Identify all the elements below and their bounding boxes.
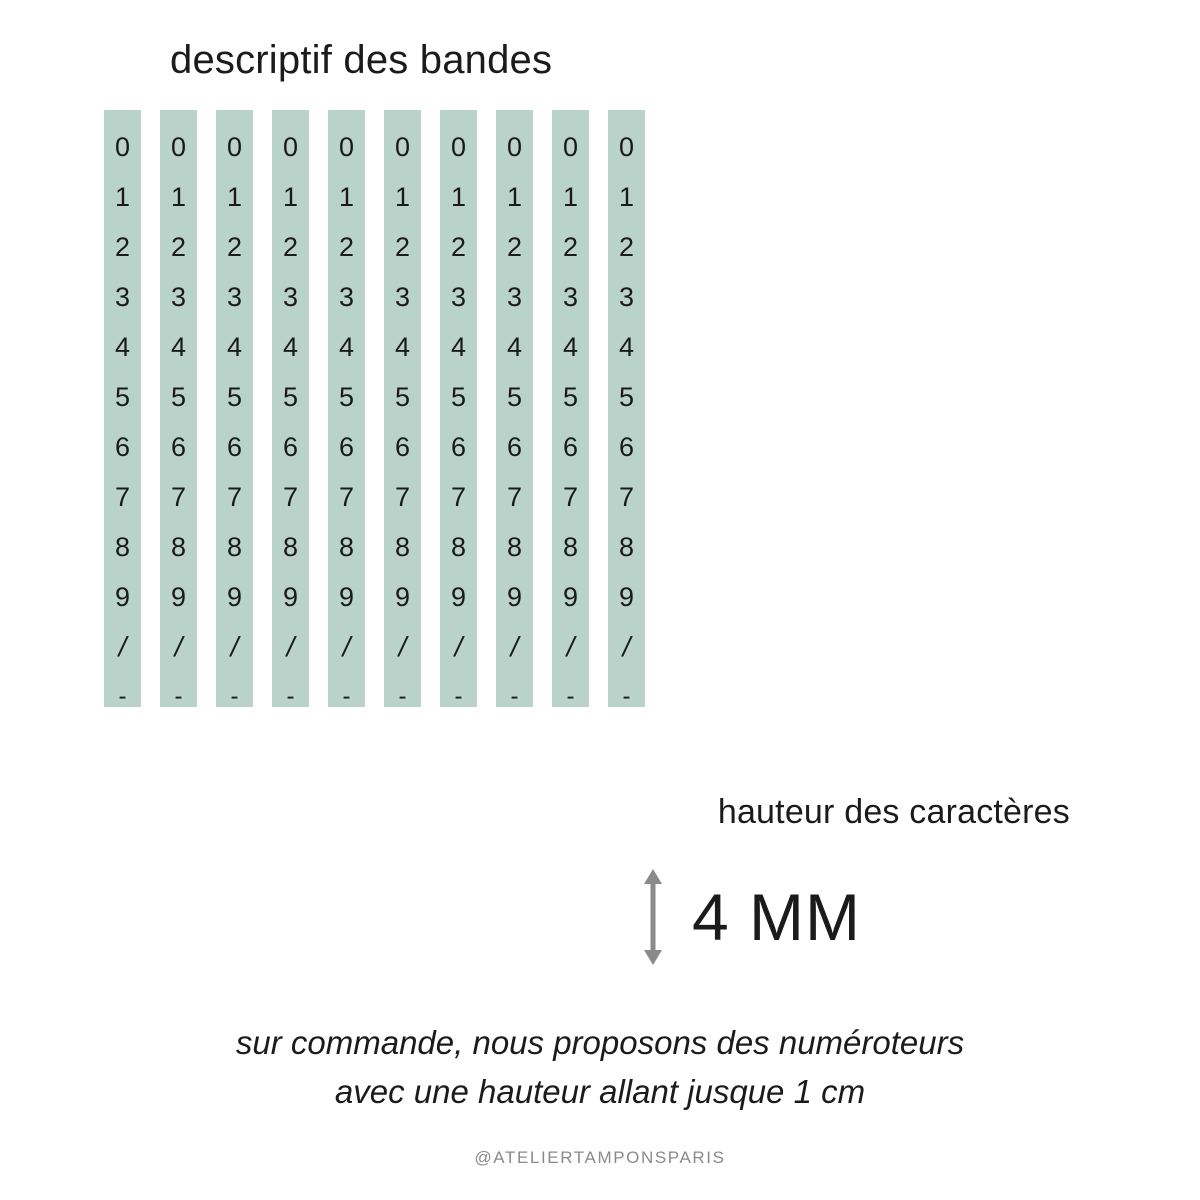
band-char: -: [286, 683, 295, 710]
band-char: 2: [450, 232, 467, 262]
band-char: -: [622, 683, 631, 710]
band-char: 0: [114, 132, 131, 162]
band-char: 0: [394, 132, 411, 162]
band-strip: [104, 110, 141, 710]
band-char: 3: [282, 282, 299, 312]
band-char: 0: [170, 132, 187, 162]
band-char: 5: [114, 382, 131, 412]
band-char: 8: [394, 532, 411, 562]
band-char: 9: [618, 582, 635, 612]
band-char: 3: [114, 282, 131, 312]
band-char: 8: [114, 532, 131, 562]
band-char: 3: [450, 282, 467, 312]
band-char: -: [566, 683, 575, 710]
band-char: 3: [618, 282, 635, 312]
band-char: 3: [562, 282, 579, 312]
band-char: 8: [170, 532, 187, 562]
band-char: 3: [338, 282, 355, 312]
band-char: 0: [506, 132, 523, 162]
band-char: 5: [394, 382, 411, 412]
bands-group: [104, 110, 645, 710]
band-char: 3: [170, 282, 187, 312]
band-char: /: [622, 631, 631, 662]
band-char: 7: [506, 482, 523, 512]
band-char: 9: [282, 582, 299, 612]
band-char: /: [286, 631, 295, 662]
band-char: /: [174, 631, 183, 662]
band-char: 6: [618, 432, 635, 462]
band-char: 9: [226, 582, 243, 612]
band-char: 3: [394, 282, 411, 312]
band-char: 8: [226, 532, 243, 562]
band-char: /: [118, 631, 127, 662]
band-char: 7: [226, 482, 243, 512]
band-char: 2: [562, 232, 579, 262]
band-char: -: [174, 683, 183, 710]
band-char: 6: [114, 432, 131, 462]
band-char: 3: [506, 282, 523, 312]
band-char: 8: [450, 532, 467, 562]
double-arrow-vertical-icon: [640, 869, 666, 965]
band-char: 7: [282, 482, 299, 512]
band-char: 7: [170, 482, 187, 512]
band-char: 5: [338, 382, 355, 412]
band-char: -: [510, 683, 519, 710]
band-strip: [328, 110, 365, 710]
band-char: 7: [114, 482, 131, 512]
band-char: 9: [394, 582, 411, 612]
band-strip: [552, 110, 589, 710]
band-char: 9: [506, 582, 523, 612]
band-char: 5: [450, 382, 467, 412]
band-char: 2: [170, 232, 187, 262]
band-char: 5: [226, 382, 243, 412]
band-char: 6: [338, 432, 355, 462]
band-char: 4: [450, 332, 467, 362]
band-char: 4: [618, 332, 635, 362]
band-char: 6: [226, 432, 243, 462]
band-char: -: [118, 683, 127, 710]
custom-order-note-line2: avec une hauteur allant jusque 1 cm: [334, 1073, 866, 1110]
band-char: 1: [282, 182, 299, 212]
band-char: 4: [506, 332, 523, 362]
band-char: 8: [618, 532, 635, 562]
band-char: 8: [282, 532, 299, 562]
band-char: 5: [618, 382, 635, 412]
band-char: 2: [226, 232, 243, 262]
band-char: -: [342, 683, 351, 710]
band-char: 1: [618, 182, 635, 212]
band-char: 0: [562, 132, 579, 162]
band-char: 1: [506, 182, 523, 212]
band-strip: [440, 110, 477, 710]
band-char: 4: [226, 332, 243, 362]
band-strip: [216, 110, 253, 710]
band-strip: [608, 110, 645, 710]
band-char: 7: [450, 482, 467, 512]
band-char: 7: [562, 482, 579, 512]
band-char: -: [230, 683, 239, 710]
band-char: -: [398, 683, 407, 710]
band-char: 4: [338, 332, 355, 362]
band-char: /: [230, 631, 239, 662]
social-handle: @ATELIERTAMPONSPARIS: [474, 1148, 726, 1167]
band-char: 3: [226, 282, 243, 312]
band-char: 6: [394, 432, 411, 462]
band-strip: [160, 110, 197, 710]
character-height-group: [640, 862, 960, 972]
band-char: 5: [506, 382, 523, 412]
band-char: 8: [338, 532, 355, 562]
band-char: 0: [618, 132, 635, 162]
band-char: 4: [114, 332, 131, 362]
band-char: 8: [562, 532, 579, 562]
band-char: 1: [114, 182, 131, 212]
band-char: 1: [338, 182, 355, 212]
band-strip: [384, 110, 421, 710]
custom-order-note-line1: sur commande, nous proposons des numéroteurs: [235, 1024, 965, 1061]
band-char: 9: [338, 582, 355, 612]
band-char: 2: [506, 232, 523, 262]
band-char: 0: [338, 132, 355, 162]
band-char: 4: [394, 332, 411, 362]
band-char: 1: [562, 182, 579, 212]
character-height-value: 4 MM: [692, 880, 861, 954]
band-char: 0: [282, 132, 299, 162]
band-char: 7: [394, 482, 411, 512]
band-char: 7: [338, 482, 355, 512]
band-strip: [272, 110, 309, 710]
band-char: -: [454, 683, 463, 710]
band-char: 9: [114, 582, 131, 612]
page-title: descriptif des bandes: [170, 38, 553, 82]
custom-order-note: [0, 1018, 1200, 1116]
band-char: 4: [170, 332, 187, 362]
band-char: 5: [170, 382, 187, 412]
band-char: /: [454, 631, 463, 662]
character-height-label: hauteur des caractères: [717, 793, 1070, 831]
band-char: 6: [506, 432, 523, 462]
band-char: 1: [226, 182, 243, 212]
band-char: /: [398, 631, 407, 662]
band-char: 2: [114, 232, 131, 262]
band-char: 9: [562, 582, 579, 612]
band-char: 2: [618, 232, 635, 262]
band-char: 4: [282, 332, 299, 362]
band-char: 1: [394, 182, 411, 212]
band-char: 2: [394, 232, 411, 262]
band-char: 1: [450, 182, 467, 212]
band-char: 6: [170, 432, 187, 462]
band-char: 0: [450, 132, 467, 162]
band-char: 9: [450, 582, 467, 612]
band-char: 2: [282, 232, 299, 262]
band-char: 7: [618, 482, 635, 512]
band-char: 8: [506, 532, 523, 562]
band-char: 5: [282, 382, 299, 412]
band-char: /: [566, 631, 575, 662]
band-char: 6: [282, 432, 299, 462]
band-char: 4: [562, 332, 579, 362]
band-char: 1: [170, 182, 187, 212]
band-char: /: [342, 631, 351, 662]
band-char: 6: [450, 432, 467, 462]
band-char: 2: [338, 232, 355, 262]
band-char: 5: [562, 382, 579, 412]
band-char: 0: [226, 132, 243, 162]
band-char: /: [510, 631, 519, 662]
band-char: 6: [562, 432, 579, 462]
band-char: 9: [170, 582, 187, 612]
band-strip: [496, 110, 533, 710]
